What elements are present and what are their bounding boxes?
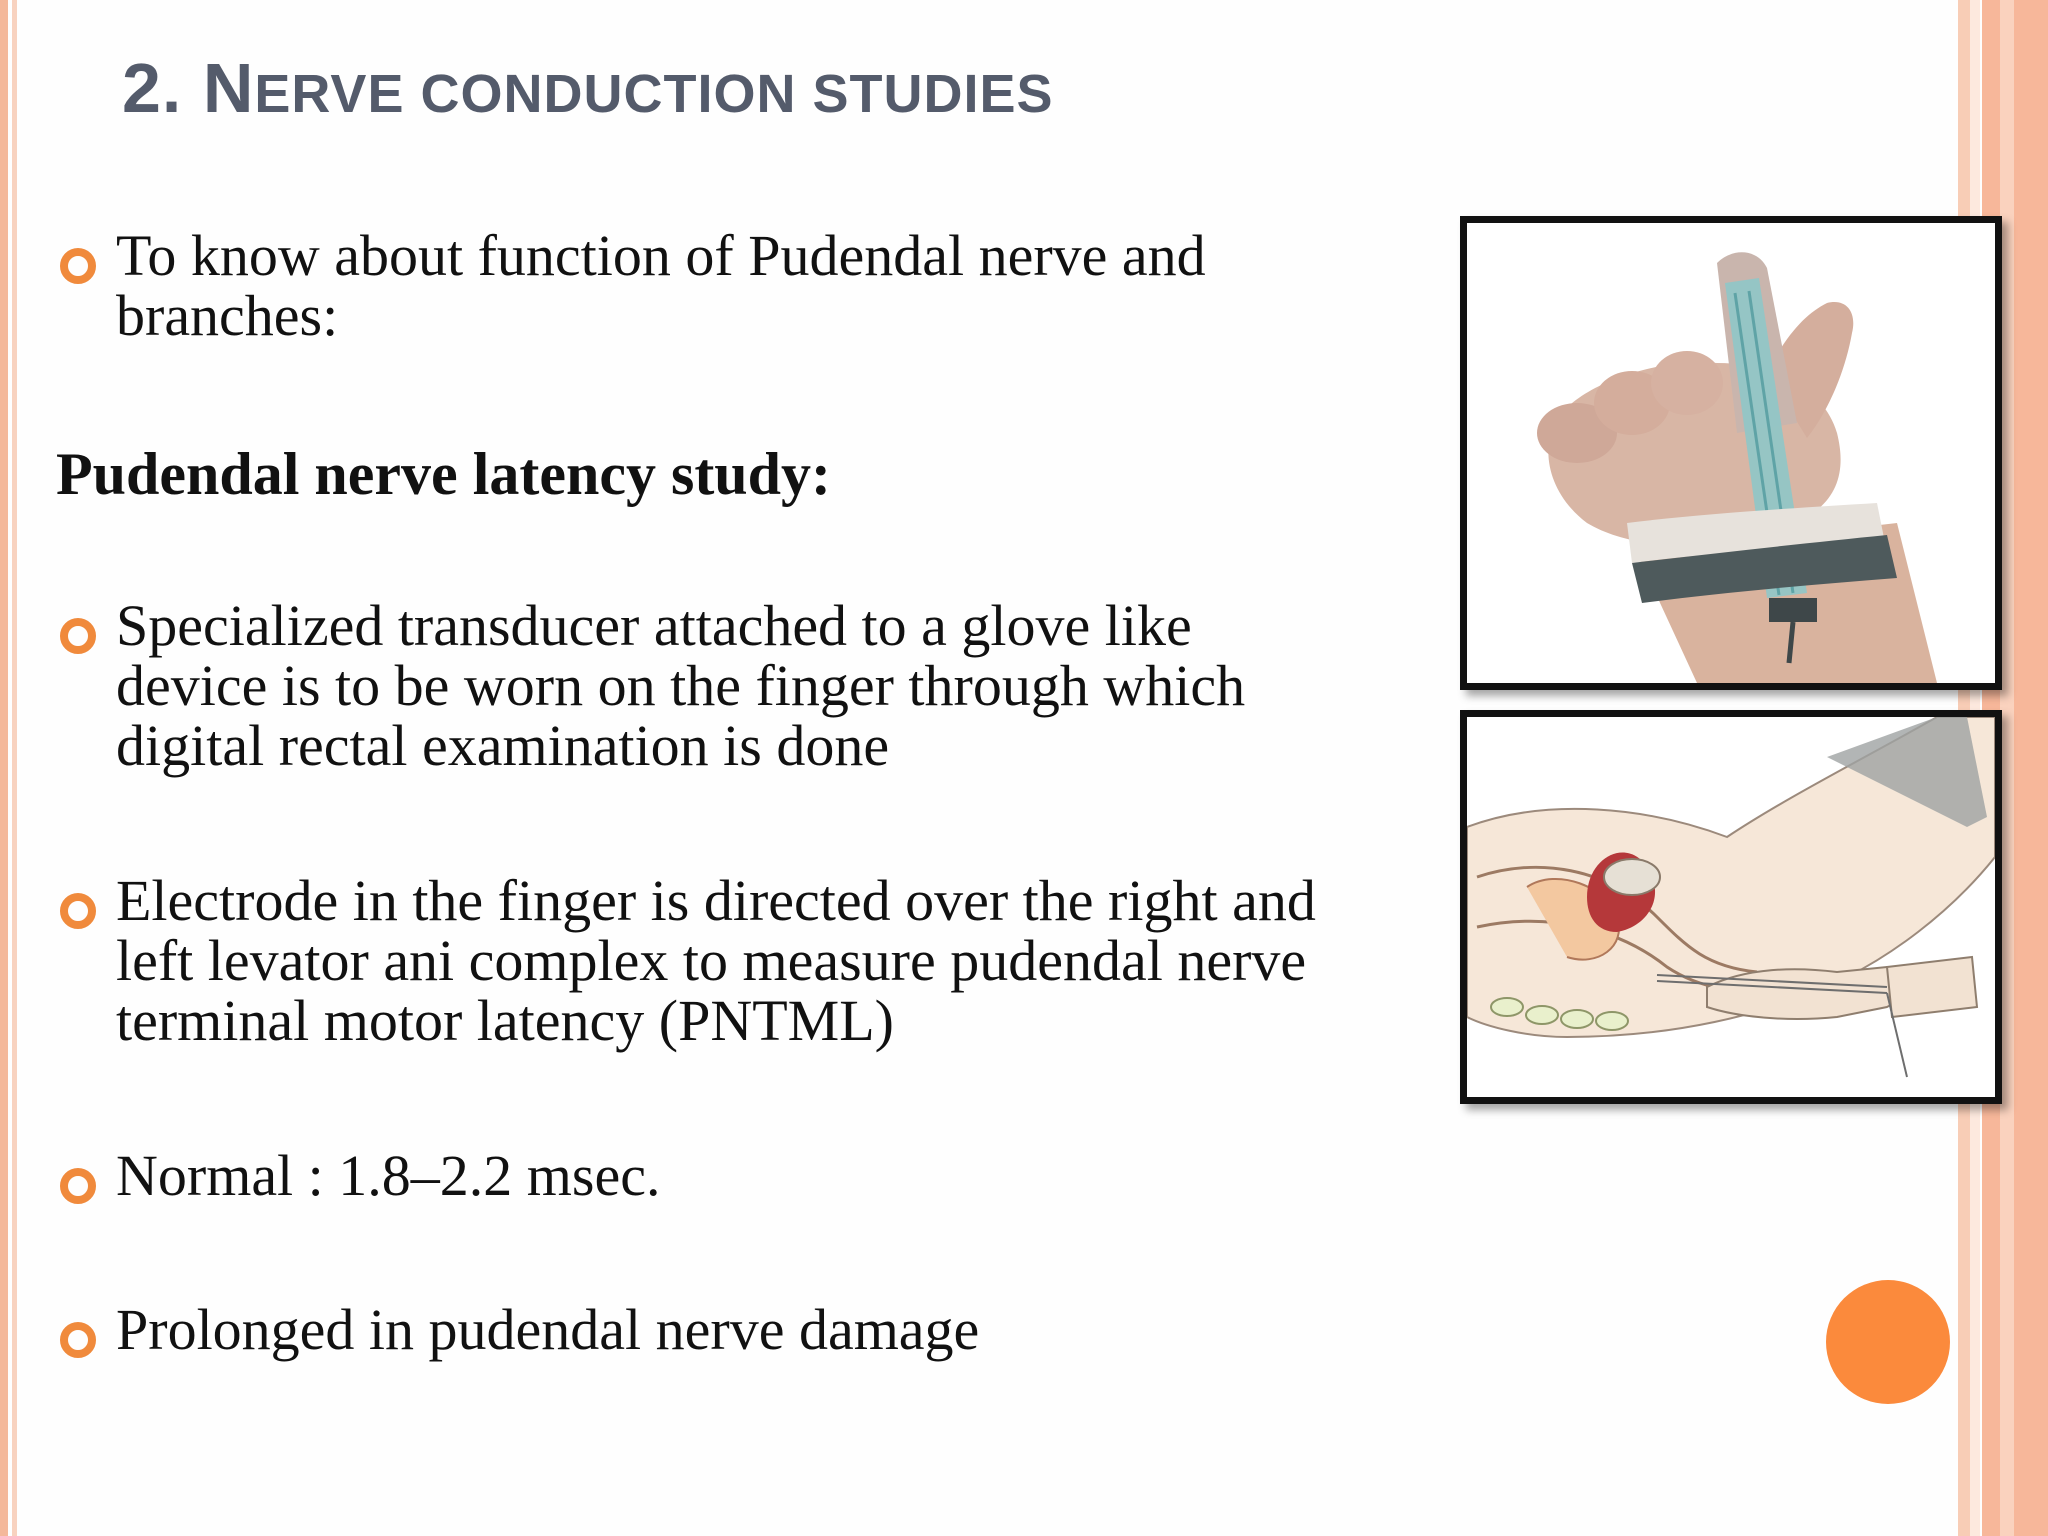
bullet-3: [116, 868, 1316, 1053]
bullet-2-line-2: device is to be worn on the finger through which: [116, 653, 1246, 718]
bullet-4: [116, 1143, 661, 1208]
decorative-orange-circle: [1826, 1280, 1950, 1404]
bullet-2-line-1: Specialized transducer attached to a glove like: [116, 593, 1192, 658]
subheading: Pudendal nerve latency study:: [56, 441, 832, 507]
bullet-3-line-3: terminal motor latency (PNTML): [116, 988, 894, 1053]
bullet-5-line-1: Prolonged in pudendal nerve damage: [116, 1297, 980, 1362]
anatomy-illustration: [1467, 717, 1995, 1097]
bullet-5: [116, 1297, 980, 1362]
title-first-letter: N: [202, 49, 255, 127]
bullet-ring-icon: [60, 1168, 96, 1204]
bullet-3-line-1: Electrode in the finger is directed over the right and: [116, 868, 1316, 933]
bullet-3-line-2: left levator ani complex to measure pudendal nerve: [116, 928, 1307, 993]
rectal-examination-diagram: [1460, 710, 2002, 1104]
bullet-ring-icon: [60, 618, 96, 654]
glove-electrode-image: [1460, 216, 2002, 690]
hand-illustration: [1467, 223, 1995, 683]
title-rest: ERVE CONDUCTION STUDIES: [254, 64, 1054, 124]
bullet-ring-icon: [60, 893, 96, 929]
bullet-1: [116, 223, 1206, 348]
right-border-stripe-light: [2000, 0, 2014, 1536]
bullet-2: [116, 593, 1246, 778]
bullet-ring-icon: [60, 1322, 96, 1358]
slide-title: [122, 48, 1053, 128]
bullet-2-line-3: digital rectal examination is done: [116, 713, 890, 778]
bullet-1-line-2: branches:: [116, 283, 339, 348]
left-border-stripe-inner: [12, 0, 17, 1536]
bullet-1-line-1: To know about function of Pudendal nerve and: [116, 223, 1206, 288]
left-border-stripe: [0, 0, 8, 1536]
bullet-4-line-1: Normal : 1.8–2.2 msec.: [116, 1143, 661, 1208]
title-number: 2.: [122, 49, 203, 127]
bullet-ring-icon: [60, 248, 96, 284]
